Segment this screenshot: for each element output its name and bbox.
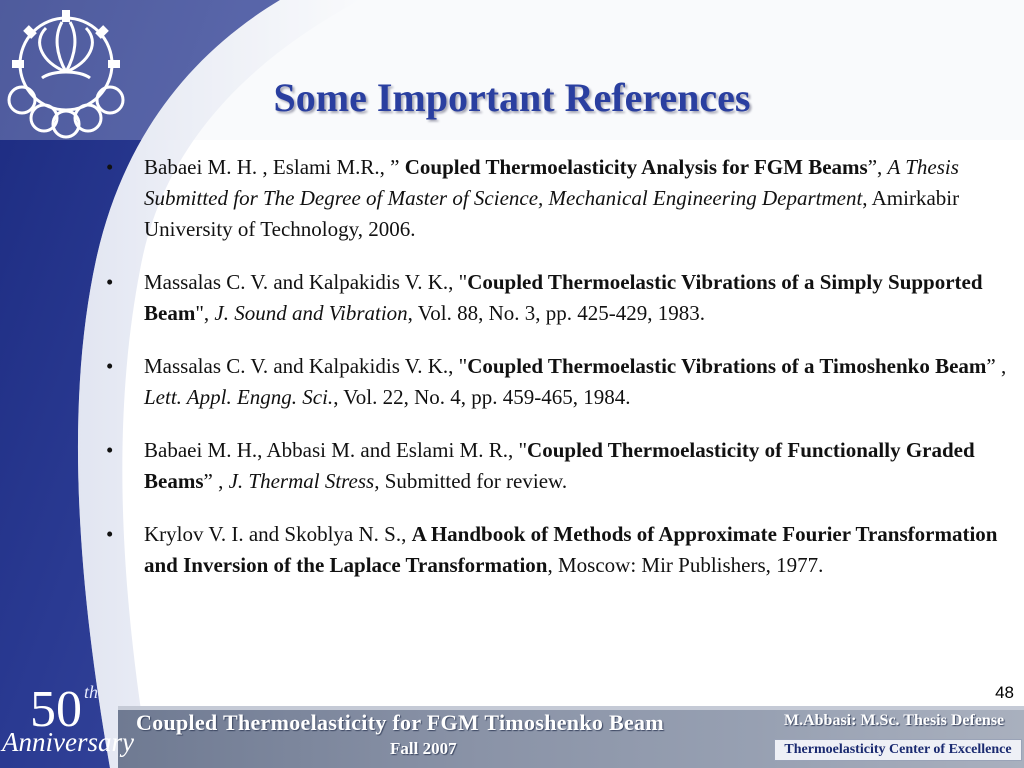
reference-title: Coupled Thermoelasticity Analysis for FGM Beams [404, 155, 868, 179]
reference-details: Submitted for review. [379, 469, 568, 493]
reference-item [106, 267, 1011, 329]
reference-details: , Vol. 88, No. 3, pp. 425-429, 1983. [407, 301, 705, 325]
reference-source: Lett. Appl. Engng. Sci. [144, 385, 334, 409]
footer-title: Coupled Thermoelasticity for FGM Timoshenko Beam [136, 710, 664, 735]
footer-center-label: Thermoelasticity Center of Excellence [774, 739, 1022, 761]
footer-date: Fall 2007 [390, 739, 457, 758]
reference-item [106, 351, 1011, 413]
reference-item [106, 152, 1011, 245]
page-number: 48 [995, 683, 1014, 702]
slide-title-text: Some Important References [273, 75, 751, 120]
references-list [106, 152, 1011, 603]
bullet: • [106, 438, 114, 462]
reference-source: A Thesis Submitted for The Degree of Master of Science, Mechanical Engineering Department [144, 155, 959, 210]
reference-item [106, 435, 1011, 497]
reference-quote: ” , [986, 354, 1007, 378]
reference-source: J. Sound and Vibration [214, 301, 408, 325]
anniversary-word: Anniversary [2, 727, 134, 757]
reference-quote: ” , [203, 469, 229, 493]
reference-title: A Handbook of Methods of Approximate Fourier Transformation and Inversion of the Laplace Transformation [144, 522, 998, 577]
anniversary-suffix: th [84, 682, 99, 702]
university-logo [2, 2, 134, 142]
reference-title: Coupled Thermoelastic Vibrations of a Timoshenko Beam [467, 354, 987, 378]
bullet: • [106, 155, 114, 179]
reference-quote: ", [195, 301, 215, 325]
reference-authors: Massalas C. V. and Kalpakidis V. K., " [144, 354, 468, 378]
reference-title: Coupled Thermoelastic Vibrations of a Simply Supported Beam [144, 270, 983, 325]
reference-authors: Babaei M. H. , Eslami M.R., ” [144, 155, 405, 179]
slide-title [0, 74, 1024, 121]
bullet: • [106, 522, 114, 546]
footer-author: M.Abbasi: M.Sc. Thesis Defense [784, 712, 1005, 729]
reference-item [106, 519, 1011, 581]
reference-title: Coupled Thermoelasticity of Functionally Graded Beams [144, 438, 975, 493]
anniversary-number: 50 [30, 681, 82, 738]
bullet: • [106, 354, 114, 378]
reference-details: , Vol. 22, No. 4, pp. 459-465, 1984. [333, 385, 631, 409]
reference-authors: Massalas C. V. and Kalpakidis V. K., " [144, 270, 468, 294]
reference-quote: ”, [867, 155, 888, 179]
reference-authors: Krylov V. I. and Skoblya N. S., [144, 522, 412, 546]
bullet: • [106, 270, 114, 294]
reference-authors: Babaei M. H., Abbasi M. and Eslami M. R., " [144, 438, 528, 462]
reference-details: , Amirkabir University of Technology, 2006. [144, 186, 960, 241]
reference-source: J. Thermal Stress, [228, 469, 380, 493]
reference-details: , Moscow: Mir Publishers, 1977. [547, 553, 824, 577]
